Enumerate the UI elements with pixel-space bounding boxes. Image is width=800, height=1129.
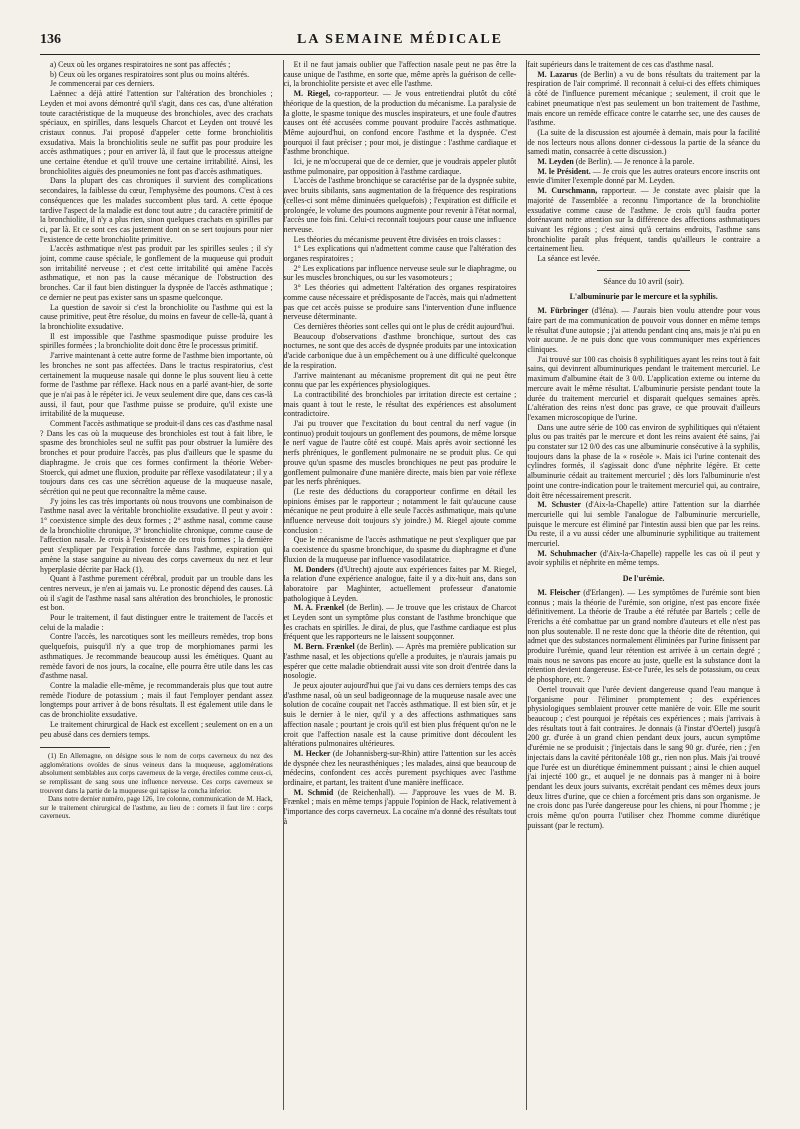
paragraph xyxy=(40,419,273,497)
paragraph xyxy=(40,351,273,419)
paragraph-text: (de Berlin) a vu de bons résultats du traitement par la respiration de l'air comprimé. Il reconnait à celui-ci des effets chimiques à côté de l'influence purement mécanique ; seulement, il croit que le cabinet pneumatique n'est pas seulement un bon traitement de l'asthme, mais encore un remède efficace contre le catarrhe sec, une des causes de l'asthme. xyxy=(527,69,761,128)
paragraph-text: (de Johannisberg-sur-Rhin) attire l'attention sur les accès de dyspnée chez les neurasthéniques ; les malades, ainsi que beaucoup de médecins, confondent ces accès purement psychiques avec l'asthme ordinaire, et partant, les traitent d'une manière inefficace. xyxy=(283,748,517,788)
paragraph-text: (de Berlin). — Je trouve que les cristaux de Charcot et Leyden sont un symptôme plus constant de l'asthme bronchique que les crachats en spirilles. Je dirai, de plus, que l'asthme cardiaque est plus fréquent que les rapporteurs ne le laissent soupçonner. xyxy=(283,603,517,642)
paragraph xyxy=(284,89,517,157)
paragraph xyxy=(527,423,760,501)
paragraph xyxy=(40,79,273,89)
paragraph xyxy=(284,535,517,564)
paragraph-text: 1° Les explications qui n'admettent comme cause que l'altération des organes respiratoires ; xyxy=(283,244,517,264)
paragraph xyxy=(40,613,273,632)
paragraph-text: (de Berlin). — Après ma première publication sur l'asthme nasal, et les objections qu'elle a produites, je n'aurais jamais pu espérer que cette maladie obtiendrait aussi vite son droit d'entrée dans la nosologie. xyxy=(283,642,517,681)
paragraph xyxy=(40,70,273,80)
paragraph xyxy=(40,176,273,244)
paragraph xyxy=(527,685,760,831)
paragraph-text: (d'Aix-la-Chapelle) rappelle les cas où il peut y avoir syphilis et néphrite en même temps. xyxy=(527,548,761,568)
section-title: De l'urémie. xyxy=(622,574,665,584)
paragraph xyxy=(40,574,273,613)
paragraph xyxy=(40,681,273,720)
paragraph xyxy=(527,254,760,264)
paragraph xyxy=(284,603,517,642)
paragraph xyxy=(527,588,760,685)
paragraph xyxy=(527,60,760,70)
paragraph xyxy=(527,167,760,186)
paragraph xyxy=(40,60,273,70)
article-columns xyxy=(40,60,760,1110)
speaker-name: M. Schuhmacher xyxy=(537,548,601,558)
paragraph-text: Dans la plupart des cas chroniques il survient des complications secondaires, la faiblesse du cœur, l'emphysème des poumons. C'est à ces conséquences que les malades succombent plus tard. A cette époque tardive l'aspect de la maladie est donc tout autre ; du caractère primitif de la bronchiolite, il n'y a plus rien, sinon quelques crachats en spirilles par ci, par là. Et ce sont ces cas justement dont on se sert toujours pour nier l'existence de cette bronchiolite primitive. xyxy=(40,176,273,244)
speaker-name: M. Schuster xyxy=(537,500,586,510)
paragraph xyxy=(284,176,517,234)
paragraph-text: 2° Les explications par influence nerveuse seule sur le diaphragme, ou sur les muscles bronchiques, ou sur les vasomoteurs ; xyxy=(283,263,517,283)
paragraph xyxy=(527,157,760,167)
paragraph-text: (d'Iéna). — J'aurais bien voulu attendre pour vous faire part de ma communication de pouvoir vous donner en même temps le résultat d'une autopsie ; j'ai attendu pendant cinq ans, mais je n'ai pu en voir aucune. Je ne puis donc que vous communiquer mes expériences cliniques. xyxy=(527,306,761,354)
paragraph-text: L'accès de l'asthme bronchique se caractérise par de la dyspnée subite, avec bruits sibilants, sans augmentation de la fréquence des respirations (celles-ci sont même diminuées quelquefois) ; l'expiration est difficile et prolongée, le volume des poumons augmente pour revenir à l'état normal, l'accès une fois fini. Celui-ci reconnaît toujours pour cause une influence nerveuse. xyxy=(283,176,517,234)
paragraph-text: Oertel trouvait que l'urée devient dangereuse quand l'eau manque à l'organisme pour l'éliminer promptement ; des expériences physiologiques semblaient prouver cette manière de voir. Elle me sourit beaucoup ; c'est pourquoi je répétais ces expériences ; mais j'arrivais à des résultats tout à fait contraires. Je donnais (à l'instar d'Oertel) jusqu'à 200 gr. d'urée à un grand chien pendant deux jours, aucun symptôme d'urémie ne se produisit ; j'injectais dans le sang 90 gr. d'urée, rien ; j'en injectais dans la cavité péritonéale 108 gr., rien non plus. Mais j'ai trouvé que l'urée est un diurétique éminemment puissant ; ainsi le chien auquel j'ai injecté 100 gr., et auquel je ne donnais pas à manger ni à boire pendant les deux jours suivants, excrétait pendant ces mêmes deux jours deux litres d'urine, que ce chien a forcément pris dans son organisme. Je ne crois donc pas l'urée dangereuse pour les chiens, ni pour l'homme ; je crois même qu'on pourra l'utiliser chez l'homme comme diurétique puissant (par le rectum). xyxy=(527,684,761,830)
paragraph xyxy=(527,549,760,568)
paragraph-text: Il est impossible que l'asthme spasmodique puisse produire les spirilles formées ; la bronchiolite doit donc être le processus primitif. xyxy=(40,331,273,351)
paragraph-text: La contractibilité des bronchioles par irritation directe est certaine ; mais quant à tout le reste, le résultat des expériences est absolument contradictoire. xyxy=(283,389,517,419)
paragraph xyxy=(284,235,517,245)
speaker-name: M. Fürbringer xyxy=(537,306,592,316)
paragraph-text: (d'Aix-la-Chapelle) attire l'attention sur la diarrhée mercurielle qui lui semble l'analogue de l'albuminurie mercurielle, puisque le mercure est éliminé par l'intestin aussi bien que par les reins. Du reste, il a vu aussi céder une albuminurie syphilitique au traitement mercuriel. xyxy=(527,500,761,549)
paragraph-text: Beaucoup d'observations d'asthme bronchique, surtout des cas nocturnes, ne sont que des accès de dyspnée produits par une intoxication d'acide carbonique due à un empêchement ou à une difficulté quelconque de la respiration. xyxy=(283,331,517,370)
paragraph-text: Le traitement chirurgical de Hack est excellent ; seulement on en a un peu abusé dans ces derniers temps. xyxy=(40,719,273,739)
paragraph xyxy=(40,244,273,302)
section-title: Séance du 10 avril (soir). xyxy=(603,276,684,286)
paragraph xyxy=(284,264,517,283)
paragraph-text: (d'Utrecht) ajoute aux expériences faites par M. Riegel, la relation d'une expérience analogue, faite il y a dix-huit ans, dans son laboratoire par Maghinter, actuellement professeur d'anatomie pathologique à Leyden. xyxy=(283,564,517,603)
paragraph xyxy=(527,500,760,549)
paragraph-text: J'arrive maintenant au mécanisme proprement dit qui ne peut être connu que par les expériences physiologiques. xyxy=(283,370,517,390)
paragraph xyxy=(284,157,517,176)
paragraph-text: a) Ceux où les organes respiratoires ne sont pas affectés ; xyxy=(50,60,231,69)
paragraph-text: Quant à l'asthme purement cérébral, produit par un trouble dans les centres nerveux, je n'en ai jamais vu. Le pronostic dépend des causes. Là où il s'agit de l'asthme nasal sans altération des bronchioles, le pronostic est bon. xyxy=(40,574,273,613)
speaker-name: M. le Président. xyxy=(537,166,593,176)
paragraph xyxy=(40,303,273,332)
speaker-name: M. Fleischer xyxy=(537,587,584,597)
paragraph xyxy=(40,632,273,681)
paragraph xyxy=(527,186,760,254)
paragraph-text: Contre la maladie elle-même, je recommanderais plus que tout autre remède l'iodure de potassium ; mais il faut l'employer pendant assez longtemps pour arriver à de bons résultats. Il est également utile dans le cas de bronchiolite exsudative. xyxy=(40,681,273,720)
paragraph-text: Je peux ajouter aujourd'hui que j'ai vu dans ces derniers temps des cas d'asthme nasal, où un seul badigeonnage de la muqueuse nasale avec une solution de cocaïne coupait net l'accès asthmatique. Il est bien sûr, et je suis le dernier à le nier, qu'il y a des affections asthmatiques sans affection nasale ; pourtant je crois qu'il est bien plus fréquent qu'on ne le croit que l'affection nasale est la cause primitive dont découlent les altérations pulmonaires ultérieures. xyxy=(283,681,517,749)
paragraph xyxy=(527,128,760,157)
column-middle xyxy=(283,60,517,1110)
paragraph-text: Contre l'accès, les narcotiques sont les meilleurs remèdes, trop bons quelquefois, puisqu'il n'y a que trop de morphiomanes parmi les asthmatiques. Je recommande beaucoup aussi les émétiques. Quant au remède favori de nos jours, la cocaïne, elle pourra être utile dans les cas d'asthme nasal. xyxy=(40,632,273,681)
paragraph xyxy=(40,720,273,739)
paragraph xyxy=(284,565,517,604)
paragraph-text: L'accès asthmatique n'est pas produit par les spirilles seules ; il s'y joint, comme cause spéciale, le gonflement de la muqueuse qui produit son irritabilité nerveuse ; et c'est cette irritabilité qui amène l'accès asthmatique, et non pas la cause mécanique de l'obstruction des bronches. Car il faut bien distinguer la dyspnée de l'accès asthmatique ; ce dernier ne peut pas exister sans un spasme quelconque. xyxy=(40,244,273,302)
paragraph-text: Que le mécanisme de l'accès asthmatique ne peut s'expliquer que par la coexistence du spasme bronchique, du spasme du diaphragme et d'une fluxion de la muqueuse par influence vasodilatatrice. xyxy=(283,535,517,564)
paragraph-text: J'ai trouvé sur 100 cas choisis 8 syphilitiques ayant les reins tout à fait sains, qui devinrent albuminuriques pendant le traitement mercuriel. Le maximum d'albumine était de 3 0/0. L'application externe ou interne du mercure avait le même résultat. L'albuminurie persiste pendant toute la durée du traitement mercuriel et disparait quelques semaines après. L'altération des reins n'est donc pas grave, ce que prouvait d'ailleurs l'examen microscopique de l'urine. xyxy=(527,354,761,422)
footnote: Dans notre dernier numéro, page 126, 1re colonne, communication de M. Hack, sur le traitement chirurgical de l'asthme, au lieu de : cornets il faut lire : corps caverneux. xyxy=(40,795,273,821)
speaker-name: M. Lazarus xyxy=(537,69,581,79)
paragraph-text: Comment l'accès asthmatique se produit-il dans ces cas d'asthme nasal ? Dans les cas où la muqueuse des bronchioles est tout à fait libre, le spasme des bronchioles seul ne suffit pas pour obstruer la lumière des bronches et pour produire l'accès, pas plus d'ailleurs que le spasme du diaphragme. Je crois que ces formes confirment la théorie Weber-Stoerck, qui admet une fluxion, produite par réflexe vasodilatateur ; il y a toujours dans ces cas une sécrétion aqueuse de la muqueuse nasale, sécrétion qui ne peut que reconnaître la même cause. xyxy=(40,419,273,496)
paragraph-text: — Je crois que les autres orateurs encore inscrits ont envie d'imiter l'exemple donné par M. Leyden. xyxy=(527,166,761,186)
page-header xyxy=(40,32,760,55)
footnote-divider xyxy=(40,747,110,748)
paragraph xyxy=(527,70,760,128)
paragraph-text: Et il ne faut jamais oublier que l'affection nasale peut ne pas être la cause unique de l'asthme, en sorte que, même après la guérison de celle-ci, la bronchiolite persiste et avec elle l'asthme. xyxy=(283,60,517,89)
paragraph xyxy=(284,487,517,536)
speaker-name: M. Leyden xyxy=(537,157,576,167)
paragraph xyxy=(284,332,517,371)
paragraph-text: fait supérieurs dans le traitement de ces cas d'asthme nasal. xyxy=(527,60,714,69)
page-number: 136 xyxy=(40,32,61,47)
speaker-name: M. Schmid xyxy=(293,787,338,797)
paragraph xyxy=(284,371,517,390)
paragraph-text: Ici, je ne m'occuperai que de ce dernier, que je voudrais appeler plutôt asthme pulmonaire, par opposition à l'asthme cardiaque. xyxy=(283,157,517,176)
column-right xyxy=(526,60,760,1110)
paragraph xyxy=(284,390,517,419)
paragraph-text: Ces dernières théories sont celles qui ont le plus de crédit aujourd'hui. xyxy=(293,321,515,331)
paragraph xyxy=(40,332,273,351)
speaker-name: M. Riegel, xyxy=(293,89,335,99)
paragraph-text: 3° Les théories qui admettent l'altération des organes respiratoires comme cause nécessaire et prédisposante de l'accès, mais qui n'admettent pas que cet accès puisse se produire sans l'intervention d'une influence nerveuse déterminante. xyxy=(283,283,517,322)
footnote: (1) En Allemagne, on désigne sous le nom de corps caverneux du nez des agglomérations ovoïdes de sinus veineux dans la muqueuse, agglomérations absolument semblables aux corps caverneux de la verge, érectiles comme ceux-ci, se remplissant de sang sous une influence nerveuse. Ces corps caverneux se trouvent dans la partie de la muqueuse qui tapisse la concha inferior. xyxy=(40,752,273,795)
paragraph xyxy=(40,497,273,575)
paragraph xyxy=(284,419,517,487)
paragraph xyxy=(284,60,517,89)
speaker-name: M. Donders xyxy=(293,564,337,574)
paragraph-text: (Le reste des déductions du corapporteur confirme en détail les opinions émises par le rapporteur ; notamment le fait qu'aucune cause mécanique ne peut produire à elle seule l'accès asthmatique, mais qu'une influence nerveuse doit toujours s'y joindre.) M. Riegel ajoute comme conclusion : xyxy=(283,486,517,535)
paragraph xyxy=(284,283,517,322)
paragraph xyxy=(284,749,517,788)
paragraph-text: La question de savoir si c'est la bronchiolite ou l'asthme qui est la cause primitive, peut être résolue, du moins en faveur de celle-là, quant à la bronchiolite exsudative. xyxy=(40,302,273,331)
speaker-name: M. A. Frænkel xyxy=(293,603,347,613)
paragraph-text: (de Berlin). — Je renonce à la parole. xyxy=(575,157,695,167)
paragraph-text: Pour le traitement, il faut distinguer entre le traitement de l'accès et celui de la maladie : xyxy=(40,613,273,632)
paragraph xyxy=(284,788,517,827)
paragraph-text: Laënnec a déjà attiré l'attention sur l'altération des bronchioles ; Leyden et moi avons démontré qu'il s'agit, dans ces cas, d'une altération toute caractéristique de la muqueuse des bronchioles, avec des crachats spéciaux, en spirilles, dans lesquels Charcot et Leyden ont trouvé les cristaux connus. J'ai proposé d'appeler cette forme bronchiolitis exsudativa. Mais la bronchiolitis seule ne suffit pas pour produire les accès asthmatiques ; pour en arriver là, il faut que le processus atteigne une certaine étendue et qu'il trouve une certaine irritabilité. Ainsi, les bronchiolites aiguës des pneumonies ne font pas d'accès asthmatiques. xyxy=(40,89,273,176)
paragraph-text: (La suite de la discussion est ajournée à demain, mais pour la facilité de nos lecteurs nous allons donner ci-dessous la partie de la séance du samedi matin, consacrée à cette discussion.) xyxy=(527,127,761,157)
section-divider xyxy=(597,270,690,271)
paragraph-text: J'ai pu trouver que l'excitation du bout central du nerf vague (in continuo) produit toujours un gonflement des poumons, de même lorsque le nerf vague de l'autre côté est coupé. Mais après avoir sectionné les nerfs phréniques, le gonflement pulmonaire ne se produit plus. Ce qui prouve qu'un spasme des muscles bronchiques ne peut pas produire le gonflement pulmonaire d'une manière directe, mais bien par voie réflexe par les nerfs phréniques. xyxy=(283,419,517,487)
footnotes xyxy=(40,752,273,821)
section-title: L'albuminurie par le mercure et la syphilis. xyxy=(569,292,718,302)
paragraph xyxy=(284,322,517,332)
paragraph xyxy=(40,89,273,176)
column-left xyxy=(40,60,273,1110)
paragraph xyxy=(527,355,760,423)
speaker-name: M. Bern. Frænkel xyxy=(293,642,357,652)
paragraph-text: Les théories du mécanisme peuvent être divisées en trois classes : xyxy=(293,234,501,244)
paragraph-text: rapporteur. — Je constate avec plaisir que la majorité de l'assemblée a reconnu l'importance de la bronchiolite exsudative comme cause de l'asthme. Je crois qu'il faudra porter dorénavant notre attention sur la différence des affections asthmatiques suivant les régions ; c'est ainsi qu'à certains endroits, l'asthme sans bronchiolite paraît plus fréquent, tandis qu'ailleurs le contraire a certainement lieu. xyxy=(527,186,761,254)
paragraph-text: J'y joins les cas très importants où nous trouvons une combinaison de l'asthme nasal avec la véritable bronchiolite exsudative. Il peut y avoir : 1° coexistence simple des deux formes ; 2° asthme nasal, comme cause de la bronchiolite chronique, 3° bronchiolite chronique, comme cause de l'affection nasale. Je crois à l'existence de ces trois formes ; la dernière peut s'expliquer par l'expiration forcée dans l'asthme, expiration qui amène la stase sanguine au niveau des corps caverneux du nez et leur hyperplasie décrite par Hack (1). xyxy=(40,496,273,574)
paragraph-text: La séance est levée. xyxy=(537,254,600,264)
speaker-name: M. Hecker xyxy=(293,748,333,758)
paragraph xyxy=(284,642,517,681)
paragraph-text: J'arrive maintenant à cette autre forme de l'asthme bien importante, où les bronches ne sont pas affectées. Dans le tractus respiratorius, c'est certainement la muqueuse nasale qui donne le plus souvent lieu à cette forme de l'asthme par réflexe. Hack nous en a parlé avant-hier, de sorte que je n'ai pas à le répéter ici. Je veux seulement dire que, dans ces cas-là aussi, il faut, pour que l'asthme puisse se produire, qu'il existe une irritabilité de la muqueuse. xyxy=(40,351,273,419)
paragraph xyxy=(284,681,517,749)
paragraph-text: (de Reichenhall). — J'approuve les vues de M. B. Frænkel ; mais en même temps j'appuie l'opinion de Hack, relativement à l'importance des corps caverneux. La cocaïne m'a donné des résultats tout à xyxy=(283,787,517,826)
speaker-name: M. Curschmann, xyxy=(537,186,602,196)
paragraph-text: Dans une autre série de 100 cas environ de syphilitiques qui n'étaient plus ou pas traités par le mercure et dont les reins avaient été sains, j'ai pu constater sur 12 0/0 des cas une albuminurie consécutive à la syphilis, toujours dans la phase de la « roséole ». Mais ici l'urine contenait des cylindres formés, il s'agissait donc d'une néphrite légère. Et cette albuminurie cédait au traitement mercuriel ; dès lors l'albuminurie n'est point une contre-indication pour le traitement mercuriel qui, au contraire, doit être nécessairement prescrit. xyxy=(527,422,761,500)
paragraph-text: (d'Erlangen). — Les symptômes de l'urémie sont bien connus ; mais la théorie de l'urémie, son origine, n'est pas encore fixée définitivement. La théorie de Traube a été réfutée par Bartels ; celle de Frerichs a été combattue par un grand nombre d'auteurs et elle n'est pas non plus soutenable. Il ne reste donc que la théorie dite de rétention, qui admet que des substances normalement éliminées par l'urine finissent par produire l'urémie, quand leur rétention est arrivée à un certain degré ; mais nous ne savons pas encore au juste, quelle est la substance dont la rétention devient dangereuse. Est-ce l'urée, les sels de potassium, ou ceux de phosphore, etc. ? xyxy=(527,587,761,685)
paragraph-text: co-rapporteur. — Je vous entretiendrai plutôt du côté théorique de la question, de la production du mécanisme. La paralysie de la glotte, le spasme tonique des muscles inspirateurs, et une foule d'autres causes ont été accusées comme pouvant produire l'accès asthmatique. Même aujourd'hui, on confond encore l'asthme et la dyspnée. C'est pourquoi il faut préciser ; pour moi, je distingue : l'asthme cardiaque et l'asthme bronchique. xyxy=(283,89,517,157)
paragraph xyxy=(527,306,760,355)
paragraph xyxy=(284,244,517,263)
journal-title: LA SEMAINE MÉDICALE xyxy=(296,32,504,47)
paragraph-text: Je commencerai par ces derniers. xyxy=(50,79,155,89)
paragraph-text: b) Ceux où les organes respiratoires sont plus ou moins altérés. xyxy=(50,69,250,79)
